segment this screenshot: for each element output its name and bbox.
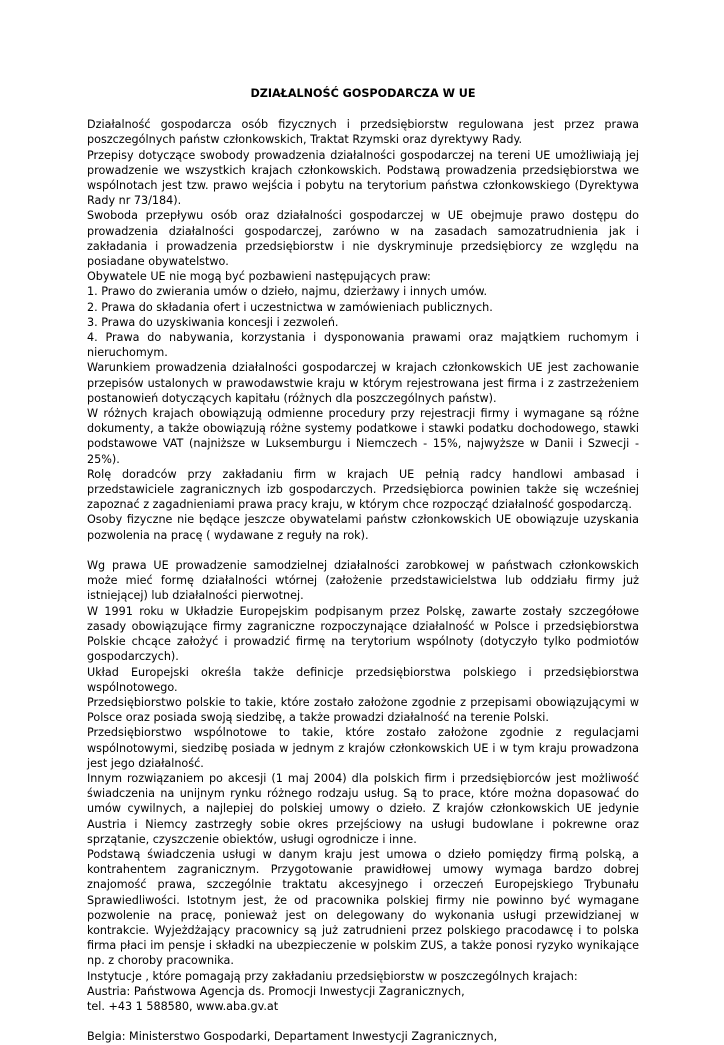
list-item: 3. Prawa do uzyskiwania koncesji i zezwoleń. [87, 315, 339, 329]
paragraph: Osoby fizyczne nie będące jeszcze obywatelami państw członkowskich UE obowiązuje uzyskania pozwolenia na pracę ( wydawane z reguły na rok). [87, 513, 639, 542]
list-item: 2. Prawa do składania ofert i uczestnictwa w zamówieniach publicznych. [87, 300, 493, 314]
document-body [87, 86, 639, 1045]
paragraph: Układ Europejski określa także definicje przedsiębiorstwa polskiego i przedsiębiorstwa wspólnotowego. [87, 665, 639, 694]
contact-line: Austria: Państwowa Agencja ds. Promocji Inwestycji Zagranicznych, [87, 984, 465, 998]
paragraph: Swoboda przepływu osób oraz działalności gospodarczej w UE obejmuje prawo dostępu do prowadzenia działalności gospodarczej, zarówno w na zasadach samozatrudnienia jak i zakładania i prowadzenia przedsiębiorstw i nie dyskryminuje przedsiębiorcy ze względu na posiadane obywatelstwo. [87, 209, 639, 269]
document-title: DZIAŁALNOŚĆ GOSPODARCZA W UE [250, 87, 476, 100]
contact-line: Belgia: Ministerstwo Gospodarki, Departament Inwestycji Zagranicznych, [87, 1030, 498, 1044]
paragraph: Podstawą świadczenia usługi w danym kraju jest umowa o dzieło pomiędzy firmą polską, a kontrahentem zagranicznym. Przygotowanie prawidłowej umowy wymaga bardzo dobrej znajomość prawa, szczególnie traktatu akcesyjnego i orzeczeń Europejskiego Trybunału Sprawiedliwości. Istotnym jest, że od pracownika polskiej firmy nie powinno być wymagane pozwolenie na pracę, ponieważ jest on delegowany do wykonania usługi przewidzianej w kontrakcie. Wyjeżdżający pracownicy są już zatrudnieni przez polskiego pracodawcę i to polska firma płaci im pensje i składki na ubezpieczenie w polskim ZUS, a także ponosi ryzyko wynikające np. z choroby pracownika. [87, 847, 639, 968]
paragraph: Obywatele UE nie mogą być pozbawieni następujących praw: [87, 270, 431, 284]
list-item: 1. Prawo do zwierania umów o dzieło, najmu, dzierżawy i innych umów. [87, 285, 488, 299]
paragraph: Instytucje , które pomagają przy zakładaniu przedsiębiorstw w poszczególnych krajach: [87, 969, 578, 983]
blank-line [87, 543, 639, 558]
paragraph: Wg prawa UE prowadzenie samodzielnej działalności zarobkowej w państwach członkowskich może mieć formę działalności wtórnej (założenie przedstawicielstwa lub oddziału firmy już istniejącej) lub działalności pierwotnej. [87, 559, 639, 603]
paragraph: Przepisy dotyczące swobody prowadzenia działalności gospodarczej na tereni UE umożliwiają jej prowadzenie we wszystkich krajach członkowskich. Podstawą prowadzenia przedsiębiorstwa we wspólnotach jest tzw. prawo wejścia i pobytu na terytorium państwa członkowskiego (Dyrektywa Rady nr 73/184). [87, 148, 639, 208]
paragraph: W 1991 roku w Układzie Europejskim podpisanym przez Polskę, zawarte zostały szczegółowe zasady obowiązujące firmy zagraniczne rozpoczynające działalność w Polsce i przedsiębiorstwa Polskie chcące założyć i prowadzić firmę na terytorium wspólnoty (dotyczyło tylko podmiotów gospodarczych). [87, 604, 639, 664]
list-item: 4. Prawa do nabywania, korzystania i dysponowania prawami oraz majątkiem ruchomym i nieruchomym. [87, 331, 639, 360]
contact-line: tel. +43 1 588580, www.aba.gv.at [87, 999, 279, 1013]
paragraph: Przedsiębiorstwo polskie to takie, które zostało założone zgodnie z przepisami obowiązującymi w Polsce oraz posiada swoją siedzibę, a także prowadzi działalność na terenie Polski. [87, 695, 639, 725]
paragraph: Innym rozwiązaniem po akcesji (1 maj 2004) dla polskich firm i przedsiębiorców jest możliwość świadczenia na unijnym rynku różnego rodzaju usług. Są to prace, które można dopasować do umów cywilnych, a najlepiej do polskiej umowy o dzieło. Z krajów członkowskich UE jedynie Austria i Niemcy zastrzegły sobie okres przejściowy na usługi budowlane i pokrewne oraz sprzątanie, czyszczenie obiektów, usługi ogrodnicze i inne. [87, 771, 639, 846]
paragraph: Działalność gospodarcza osób fizycznych i przedsiębiorstw regulowana jest przez prawa poszczególnych państw członkowskich, Traktat Rzymski oraz dyrektywy Rady. [87, 118, 639, 147]
paragraph: Rolę doradców przy zakładaniu firm w krajach UE pełnią radcy handlowi ambasad i przedstawiciele zagranicznych izb gospodarczych. Przedsiębiorca powinien także się wcześniej zapoznać z zagadnieniami prawa pracy kraju, w którym chce rozpocząć działalność gospodarczą. [87, 467, 639, 512]
blank-line [87, 1014, 639, 1029]
paragraph: Warunkiem prowadzenia działalności gospodarczej w krajach członkowskich UE jest zachowanie przepisów ustalonych w prawodawstwie kraju w którym rejestrowana jest firma i z zastrzeżeniem postanowień dotyczących kapitału (różnych dla poszczególnych państw). [87, 361, 639, 405]
paragraph: Przedsiębiorstwo wspólnotowe to takie, które zostało założone zgodnie z regulacjami wspólnotowymi, siedzibę posiada w jednym z krajów członkowskich UE i w tym kraju prowadzona jest jego działalność. [87, 726, 639, 770]
paragraph: W różnych krajach obowiązują odmienne procedury przy rejestracji firmy i wymagane są różne dokumenty, a także obowiązują różne systemy podatkowe i stawki podatku dochodowego, stawki podstawowe VAT (najniższe w Luksemburgu i Niemczech - 15%, najwyższe w Danii i Szwecji - 25%). [87, 407, 639, 466]
